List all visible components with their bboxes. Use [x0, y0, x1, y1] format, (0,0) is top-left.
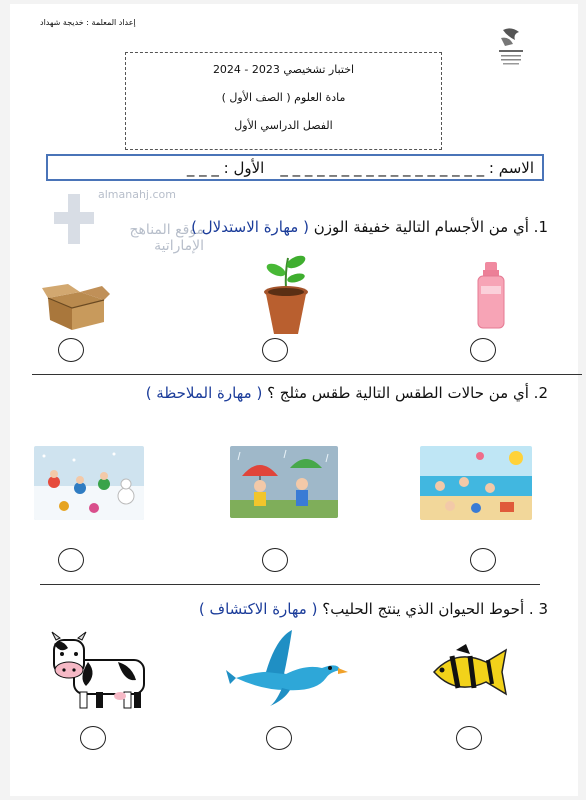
exam-header-box	[125, 52, 442, 150]
cow-image	[48, 630, 154, 710]
prepared-by-text: إعداد المعلمة : خديجة شهداد	[40, 18, 136, 27]
q3-option-cow-circle[interactable]	[80, 726, 106, 750]
question-text: أي من الأجسام التالية خفيفة الوزن	[313, 218, 529, 236]
question-text: أي من حالات الطقس التالية طقس مثلج ؟	[267, 384, 529, 402]
question-number: 3 .	[528, 600, 548, 618]
skill-label: ( مهارة الاكتشاف )	[198, 600, 318, 618]
watermark	[54, 188, 204, 258]
fish-image	[426, 644, 512, 698]
q3-option-bird-circle[interactable]	[266, 726, 292, 750]
question-1	[191, 218, 548, 236]
skill-label: ( مهارة الاستدلال )	[191, 218, 309, 236]
subject-title: مادة العلوم ( الصف الأول )	[221, 91, 346, 104]
question-number: 1.	[533, 218, 548, 236]
q2-option-beach-circle[interactable]	[470, 548, 496, 572]
worksheet-page	[10, 4, 578, 796]
student-name-field[interactable]	[46, 154, 544, 181]
rain-scene-image	[230, 446, 338, 518]
q3-option-fish-circle[interactable]	[456, 726, 482, 750]
question-2	[146, 384, 548, 402]
q1-option-box-circle[interactable]	[58, 338, 84, 362]
q1-option-plant-circle[interactable]	[262, 338, 288, 362]
divider-line	[40, 584, 540, 585]
q1-option-bottle-circle[interactable]	[470, 338, 496, 362]
snow-scene-image	[34, 446, 144, 520]
first-name-label: الأول : _ _ _	[186, 158, 265, 177]
watermark-site: almanahj.com	[98, 188, 176, 201]
exam-title: اختبار تشخيصي 2023 - 2024	[212, 63, 355, 76]
question-3	[199, 600, 548, 618]
q2-option-snow-circle[interactable]	[58, 548, 84, 572]
name-label: الاسم : _ _ _ _ _ _ _ _ _ _ _ _ _ _ _ _ _	[280, 158, 534, 177]
ministry-logo	[493, 26, 529, 70]
bird-image	[226, 628, 348, 708]
divider-line	[32, 374, 582, 375]
question-number: 2.	[533, 384, 548, 402]
question-text: أحوط الحيوان الذي ينتج الحليب؟	[322, 600, 525, 618]
carton-box-image	[42, 282, 110, 332]
watermark-brand: موقع المناهج الإماراتية	[129, 222, 204, 254]
term-title: الفصل الدراسي الأول	[234, 119, 333, 132]
skill-label: ( مهارة الملاحظة )	[145, 384, 263, 402]
plant-pot-image	[258, 250, 314, 338]
beach-scene-image	[420, 446, 532, 520]
shampoo-bottle-image	[476, 262, 506, 330]
q2-option-rain-circle[interactable]	[262, 548, 288, 572]
